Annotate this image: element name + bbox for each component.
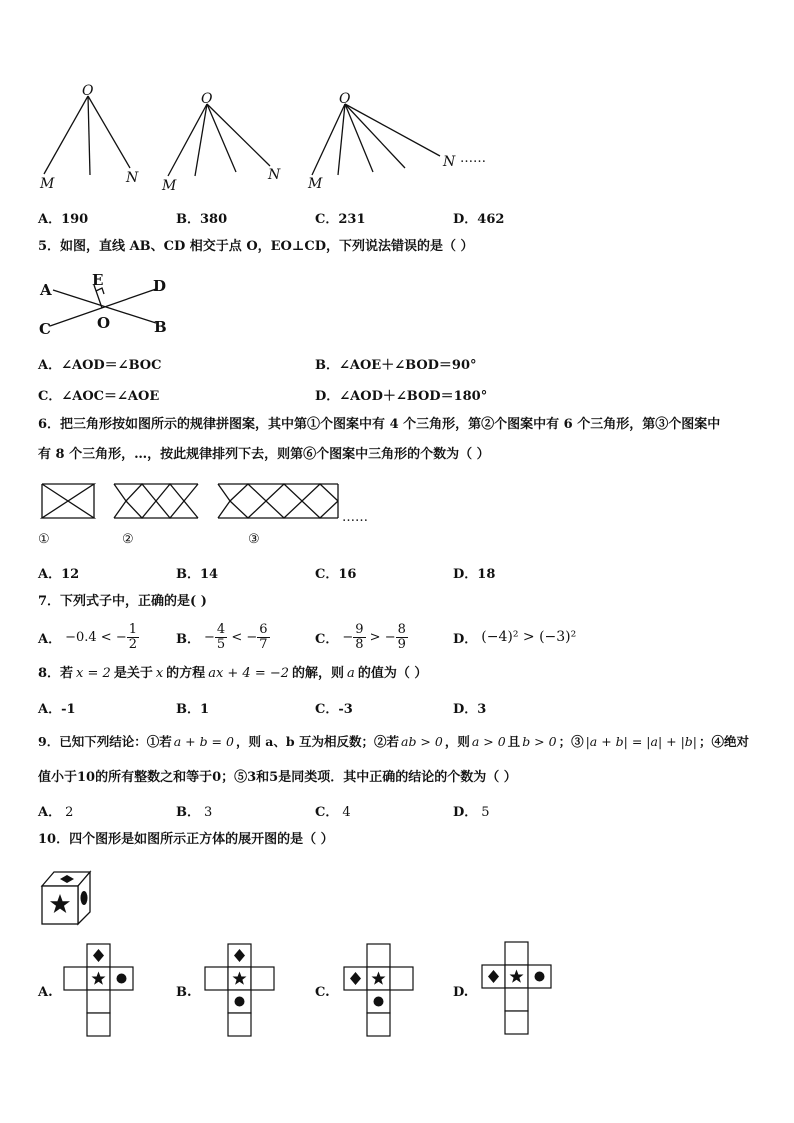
- q8-math-1: x = 2: [76, 666, 111, 681]
- option-value: 4: [342, 805, 351, 820]
- q8-option-b[interactable]: [176, 698, 209, 717]
- q7-c-sign: −: [342, 629, 354, 645]
- option-label: B．: [176, 631, 200, 647]
- option-value: ∠AOC＝∠AOE: [61, 389, 160, 404]
- q9-text-2: ，则 a、b 互为相反数；②若: [235, 734, 399, 749]
- option-value: 5: [481, 805, 490, 820]
- option-value: ∠AOD＋∠BOD＝180°: [339, 389, 488, 404]
- q6-option-a[interactable]: [38, 563, 79, 582]
- circle-icon: [235, 997, 245, 1007]
- q9-math-5: |a + b| = |a| + |b|: [585, 734, 698, 749]
- numerator: 9: [355, 621, 364, 637]
- q5-option-c[interactable]: [38, 385, 159, 404]
- q9-math-4: b > 0: [522, 734, 557, 749]
- option-label: D．: [453, 805, 478, 820]
- option-value: 3: [477, 702, 487, 717]
- q10-option-b-label[interactable]: B.: [176, 985, 192, 1000]
- q8-math-4: a: [347, 666, 355, 681]
- q9-option-a[interactable]: [38, 801, 73, 820]
- q8-math-3: ax + 4 = −2: [208, 666, 290, 681]
- denominator: 8: [355, 636, 364, 652]
- option-value: 12: [61, 567, 80, 582]
- option-label: A．: [38, 358, 62, 373]
- option-label: A．: [38, 631, 62, 647]
- q6-option-b[interactable]: [176, 563, 218, 582]
- q7-a-expr: −0.4 < −: [65, 629, 127, 645]
- q7-option-a[interactable]: [38, 619, 139, 655]
- q9-text-5: ；③: [558, 734, 584, 749]
- q10-option-a-net[interactable]: [62, 943, 136, 1039]
- numerator: 8: [397, 621, 406, 637]
- q6-stem-line2: 有 8 个三角形，…，按此规律排列下去，则第⑥个图案中三角形的个数为（ ）: [38, 447, 490, 462]
- circle-icon: [117, 974, 127, 984]
- option-label: A．: [38, 567, 62, 582]
- option-label: B．: [176, 805, 200, 820]
- q7-option-d[interactable]: [453, 619, 576, 655]
- q7-option-b[interactable]: [176, 619, 270, 655]
- q9-stem-line2: 值小于10的所有整数之和等于0；⑤3和5是同类项．其中正确的结论的个数为（ ）: [38, 770, 517, 785]
- numerator: 1: [128, 621, 137, 637]
- q6-ellipsis: ……: [342, 510, 368, 525]
- option-value: 380: [200, 212, 228, 227]
- denominator: 9: [397, 636, 406, 652]
- q5-label-e: E: [92, 271, 104, 289]
- option-label: C．: [315, 631, 339, 647]
- q4-fig2-vertex: O: [201, 91, 213, 107]
- q7-b-compare: < −: [227, 629, 258, 645]
- q4-option-d[interactable]: [453, 208, 504, 227]
- q9-text-1: 9．已知下列结论：①若: [38, 734, 172, 749]
- q9-text-6: ；④绝对: [699, 734, 750, 749]
- q7-stem: 7．下列式子中，正确的是( ): [38, 594, 207, 609]
- option-value: 231: [338, 212, 366, 227]
- q10-cube-figure: [38, 866, 98, 928]
- q7-b-fraction-1: [215, 623, 227, 652]
- q9-math-2: ab > 0: [401, 734, 443, 749]
- option-label: B．: [176, 567, 200, 582]
- q6-figure-label-2: ②: [122, 532, 134, 547]
- q5-label-o: O: [97, 314, 111, 332]
- option-value: 14: [200, 567, 219, 582]
- option-value: 18: [477, 567, 496, 582]
- q8-text-1: 8．若: [38, 666, 74, 681]
- q7-b-fraction-2: [257, 623, 269, 652]
- option-label: A．: [38, 212, 62, 227]
- q4-option-b[interactable]: [176, 208, 227, 227]
- q7-b-sign: −: [204, 629, 215, 645]
- q8-math-2: x: [155, 666, 164, 681]
- q5-option-d[interactable]: [315, 385, 487, 404]
- q6-option-c[interactable]: [315, 563, 356, 582]
- q4-fig1-n: N: [126, 170, 139, 186]
- q6-triangle-patterns: [36, 478, 381, 550]
- option-label: D．: [453, 212, 478, 227]
- q4-fig3-vertex: O: [339, 91, 351, 107]
- q4-option-c[interactable]: [315, 208, 366, 227]
- denominator: 2: [128, 636, 137, 652]
- q9-option-b[interactable]: [176, 801, 212, 820]
- denominator: 5: [216, 636, 226, 652]
- q9-text-4: 且: [507, 734, 521, 749]
- q5-label-b: B: [154, 318, 167, 336]
- option-value: 1: [200, 702, 210, 717]
- q10-option-b-net[interactable]: [203, 943, 277, 1039]
- q7-c-compare: > −: [365, 629, 396, 645]
- option-value: 3: [204, 805, 213, 820]
- q5-label-a: A: [40, 281, 52, 299]
- q10-option-a-label[interactable]: A.: [38, 985, 53, 1000]
- option-value: 190: [61, 212, 89, 227]
- q6-figure-label-3: ③: [248, 532, 260, 547]
- q9-math-1: a + b = 0: [173, 734, 234, 749]
- q4-angle-figures: [30, 80, 530, 195]
- q4-fig2-n: N: [268, 167, 281, 183]
- option-value: 16: [338, 567, 357, 582]
- q9-math-3: a > 0: [471, 734, 506, 749]
- q9-text-3: ，则: [444, 734, 470, 749]
- q7-c-fraction-2: [396, 623, 408, 652]
- q4-fig3-n: N: [443, 154, 456, 170]
- option-value: 462: [477, 212, 505, 227]
- q4-fig1-vertex: O: [82, 83, 94, 99]
- option-label: C．: [315, 805, 339, 820]
- q8-text-3: 的方程: [166, 666, 206, 681]
- numerator: 4: [216, 621, 226, 637]
- circle-icon: [81, 891, 88, 905]
- q5-intersecting-lines-figure: [36, 268, 176, 338]
- option-label: C．: [315, 702, 339, 717]
- option-value: ∠AOD＝∠BOC: [61, 358, 162, 373]
- option-label: C．: [315, 212, 339, 227]
- q10-option-c-net[interactable]: [342, 943, 416, 1039]
- q8-text-2: 是关于: [113, 666, 153, 681]
- q8-option-d[interactable]: [453, 698, 486, 717]
- option-value: -1: [61, 702, 76, 717]
- option-label: D．: [315, 389, 340, 404]
- option-label: B．: [176, 702, 200, 717]
- q10-option-d-label[interactable]: D.: [453, 985, 469, 1000]
- q5-option-b[interactable]: [315, 354, 477, 373]
- q7-a-fraction: [127, 623, 139, 652]
- q4-ellipsis: ……: [460, 151, 486, 166]
- option-label: A．: [38, 805, 62, 820]
- q6-figure-label-1: ①: [38, 532, 50, 547]
- q6-stem-line1: 6．把三角形按如图所示的规律拼图案，其中第①个图案中有 4 个三角形，第②个图案中有 6 个三角形，第③个图案中: [38, 417, 721, 432]
- q10-option-c-label[interactable]: C.: [315, 985, 330, 1000]
- q7-c-fraction-1: [353, 623, 365, 652]
- q8-option-a[interactable]: [38, 698, 76, 717]
- q4-fig3-m: M: [308, 176, 323, 192]
- option-value: 2: [65, 805, 74, 820]
- q7-d-expr: (−4)² > (−3)²: [481, 629, 577, 645]
- q8-text-4: 的解，则: [292, 666, 345, 681]
- q9-option-d[interactable]: [453, 801, 490, 820]
- option-label: D．: [453, 702, 478, 717]
- denominator: 7: [259, 636, 268, 652]
- option-label: A．: [38, 702, 62, 717]
- q6-option-d[interactable]: [453, 563, 495, 582]
- option-label: D．: [453, 567, 478, 582]
- q8-text-5: 的值为（ ）: [357, 666, 428, 681]
- circle-icon: [374, 997, 384, 1007]
- q9-stem-line1: [38, 733, 749, 751]
- q10-option-d-net[interactable]: [480, 941, 554, 1037]
- circle-icon: [535, 972, 545, 982]
- q7-option-c[interactable]: [315, 619, 408, 655]
- q4-fig2-m: M: [162, 178, 177, 194]
- option-label: C．: [315, 567, 339, 582]
- q5-label-d: D: [153, 277, 167, 295]
- q10-stem: 10．四个图形是如图所示正方体的展开图的是（ ）: [38, 832, 334, 847]
- q8-stem: [38, 665, 427, 683]
- q5-label-c: C: [39, 320, 51, 338]
- q5-option-a[interactable]: [38, 354, 161, 373]
- q5-stem: 5．如图，直线 AB、CD 相交于点 O，EO⊥CD，下列说法错误的是（ ）: [38, 239, 474, 254]
- option-label: B．: [315, 358, 339, 373]
- option-value: ∠AOE＋∠BOD＝90°: [339, 358, 477, 373]
- option-label: B．: [176, 212, 200, 227]
- option-label: D．: [453, 631, 478, 647]
- q8-option-c[interactable]: [315, 698, 353, 717]
- option-label: C．: [38, 389, 62, 404]
- q4-fig1-m: M: [40, 176, 55, 192]
- numerator: 6: [259, 621, 268, 637]
- q9-option-c[interactable]: [315, 801, 351, 820]
- option-value: -3: [338, 702, 353, 717]
- q4-option-a[interactable]: [38, 208, 88, 227]
